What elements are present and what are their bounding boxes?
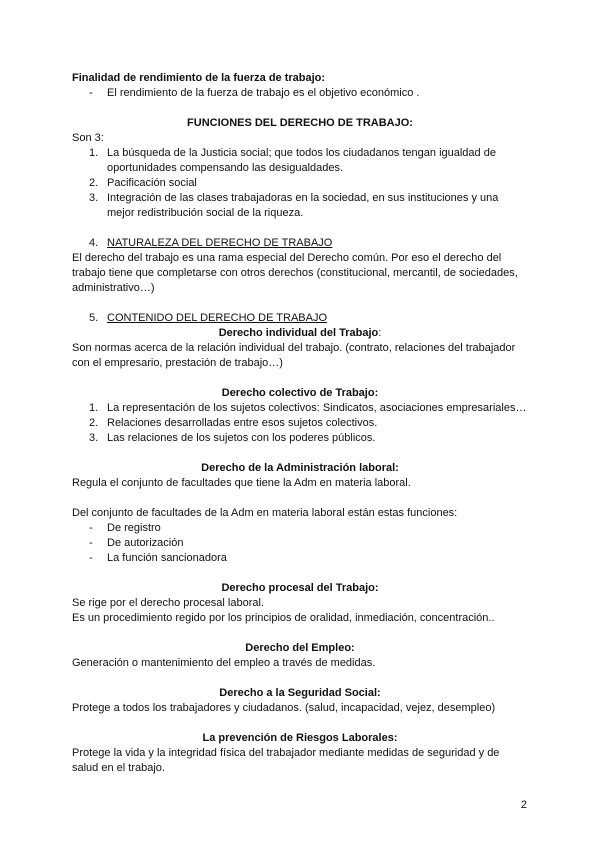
list-item: - El rendimiento de la fuerza de trabajo es el objetivo económico . [89,87,420,99]
page-number: 2 [520,799,527,811]
procesal-line2: Es un procedimiento regido por los principios de oralidad, inmediación, concentración.. [72,612,495,624]
procesal-line1: Se rige por el derecho procesal laboral. [72,597,265,609]
administracion-text: Regula el conjunto de facultades que tiene la Adm en materia laboral. [72,477,411,489]
subheading-colectivo: Derecho colectivo de Trabajo: [221,387,379,399]
list-item: - La función sancionadora [89,552,227,564]
list-item: 3. Integración de las clases trabajadoras en la sociedad, en sus instituciones y una mejor redistribución social de la riqueza. [89,192,499,219]
empleo-text: Generación o mantenimiento del empleo a través de medidas. [72,657,376,669]
subheading-procesal: Derecho procesal del Trabajo: [221,582,379,594]
bullet-dash: - [89,87,93,99]
list-item: 1. La representación de los sujetos colectivos: Sindicatos, asociaciones empresariales… [89,402,527,414]
subheading-riesgos: La prevención de Riesgos Laborales: [202,732,398,744]
funciones-list [72,146,528,221]
subheading-administracion: Derecho de la Administración laboral: [201,462,399,474]
list-item: 1. La búsqueda de la Justicia social; que todos los ciudadanos tengan igualdad de oportunidades compensando las desigualdades. [89,147,496,174]
list-item: - De autorización [89,537,184,549]
subheading-seguridad: Derecho a la Seguridad Social: [219,687,381,699]
subheading-individual: Derecho individual del Trabajo: [218,327,382,339]
section-heading-finalidad: Finalidad de rendimiento de la fuerza de trabajo: [72,72,326,84]
list-item: 2. Relaciones desarrolladas entre esos sujetos colectivos. [89,417,378,429]
section-heading-contenido: 5. CONTENIDO DEL DERECHO DE TRABAJO [89,312,328,324]
funciones-adm-list [72,521,528,566]
colectivo-list [72,401,528,446]
section-heading-funciones: FUNCIONES DEL DERECHO DE TRABAJO: [187,117,413,129]
document-page [72,71,528,776]
intro-text: Son 3: [72,132,104,144]
list-item: 2. Pacificación social [89,177,197,189]
naturaleza-text: El derecho del trabajo es una rama especial del Derecho común. Por eso el derecho del trabajo tiene que completarse con otros derechos (constitucional, mercantil, de sociedades, administrativo…) [72,252,518,294]
administracion-text2: Del conjunto de facultades de la Adm en materia laboral están estas funciones: [72,507,458,519]
individual-text: Son normas acerca de la relación individual del trabajo. (contrato, relaciones del trabajador con el empresario, prestación de trabajo…) [72,342,516,369]
riesgos-text: Protege la vida y la integridad física del trabajador mediante medidas de seguridad y de salud en el trabajo. [72,747,500,774]
subheading-empleo: Derecho del Empleo: [245,642,355,654]
section-heading-naturaleza: 4. NATURALEZA DEL DERECHO DE TRABAJO [89,237,333,249]
list-item: 3. Las relaciones de los sujetos con los poderes públicos. [89,432,376,444]
list-item: - De registro [89,522,161,534]
seguridad-text: Protege a todos los trabajadores y ciudadanos. (salud, incapacidad, vejez, desempleo) [72,702,496,714]
